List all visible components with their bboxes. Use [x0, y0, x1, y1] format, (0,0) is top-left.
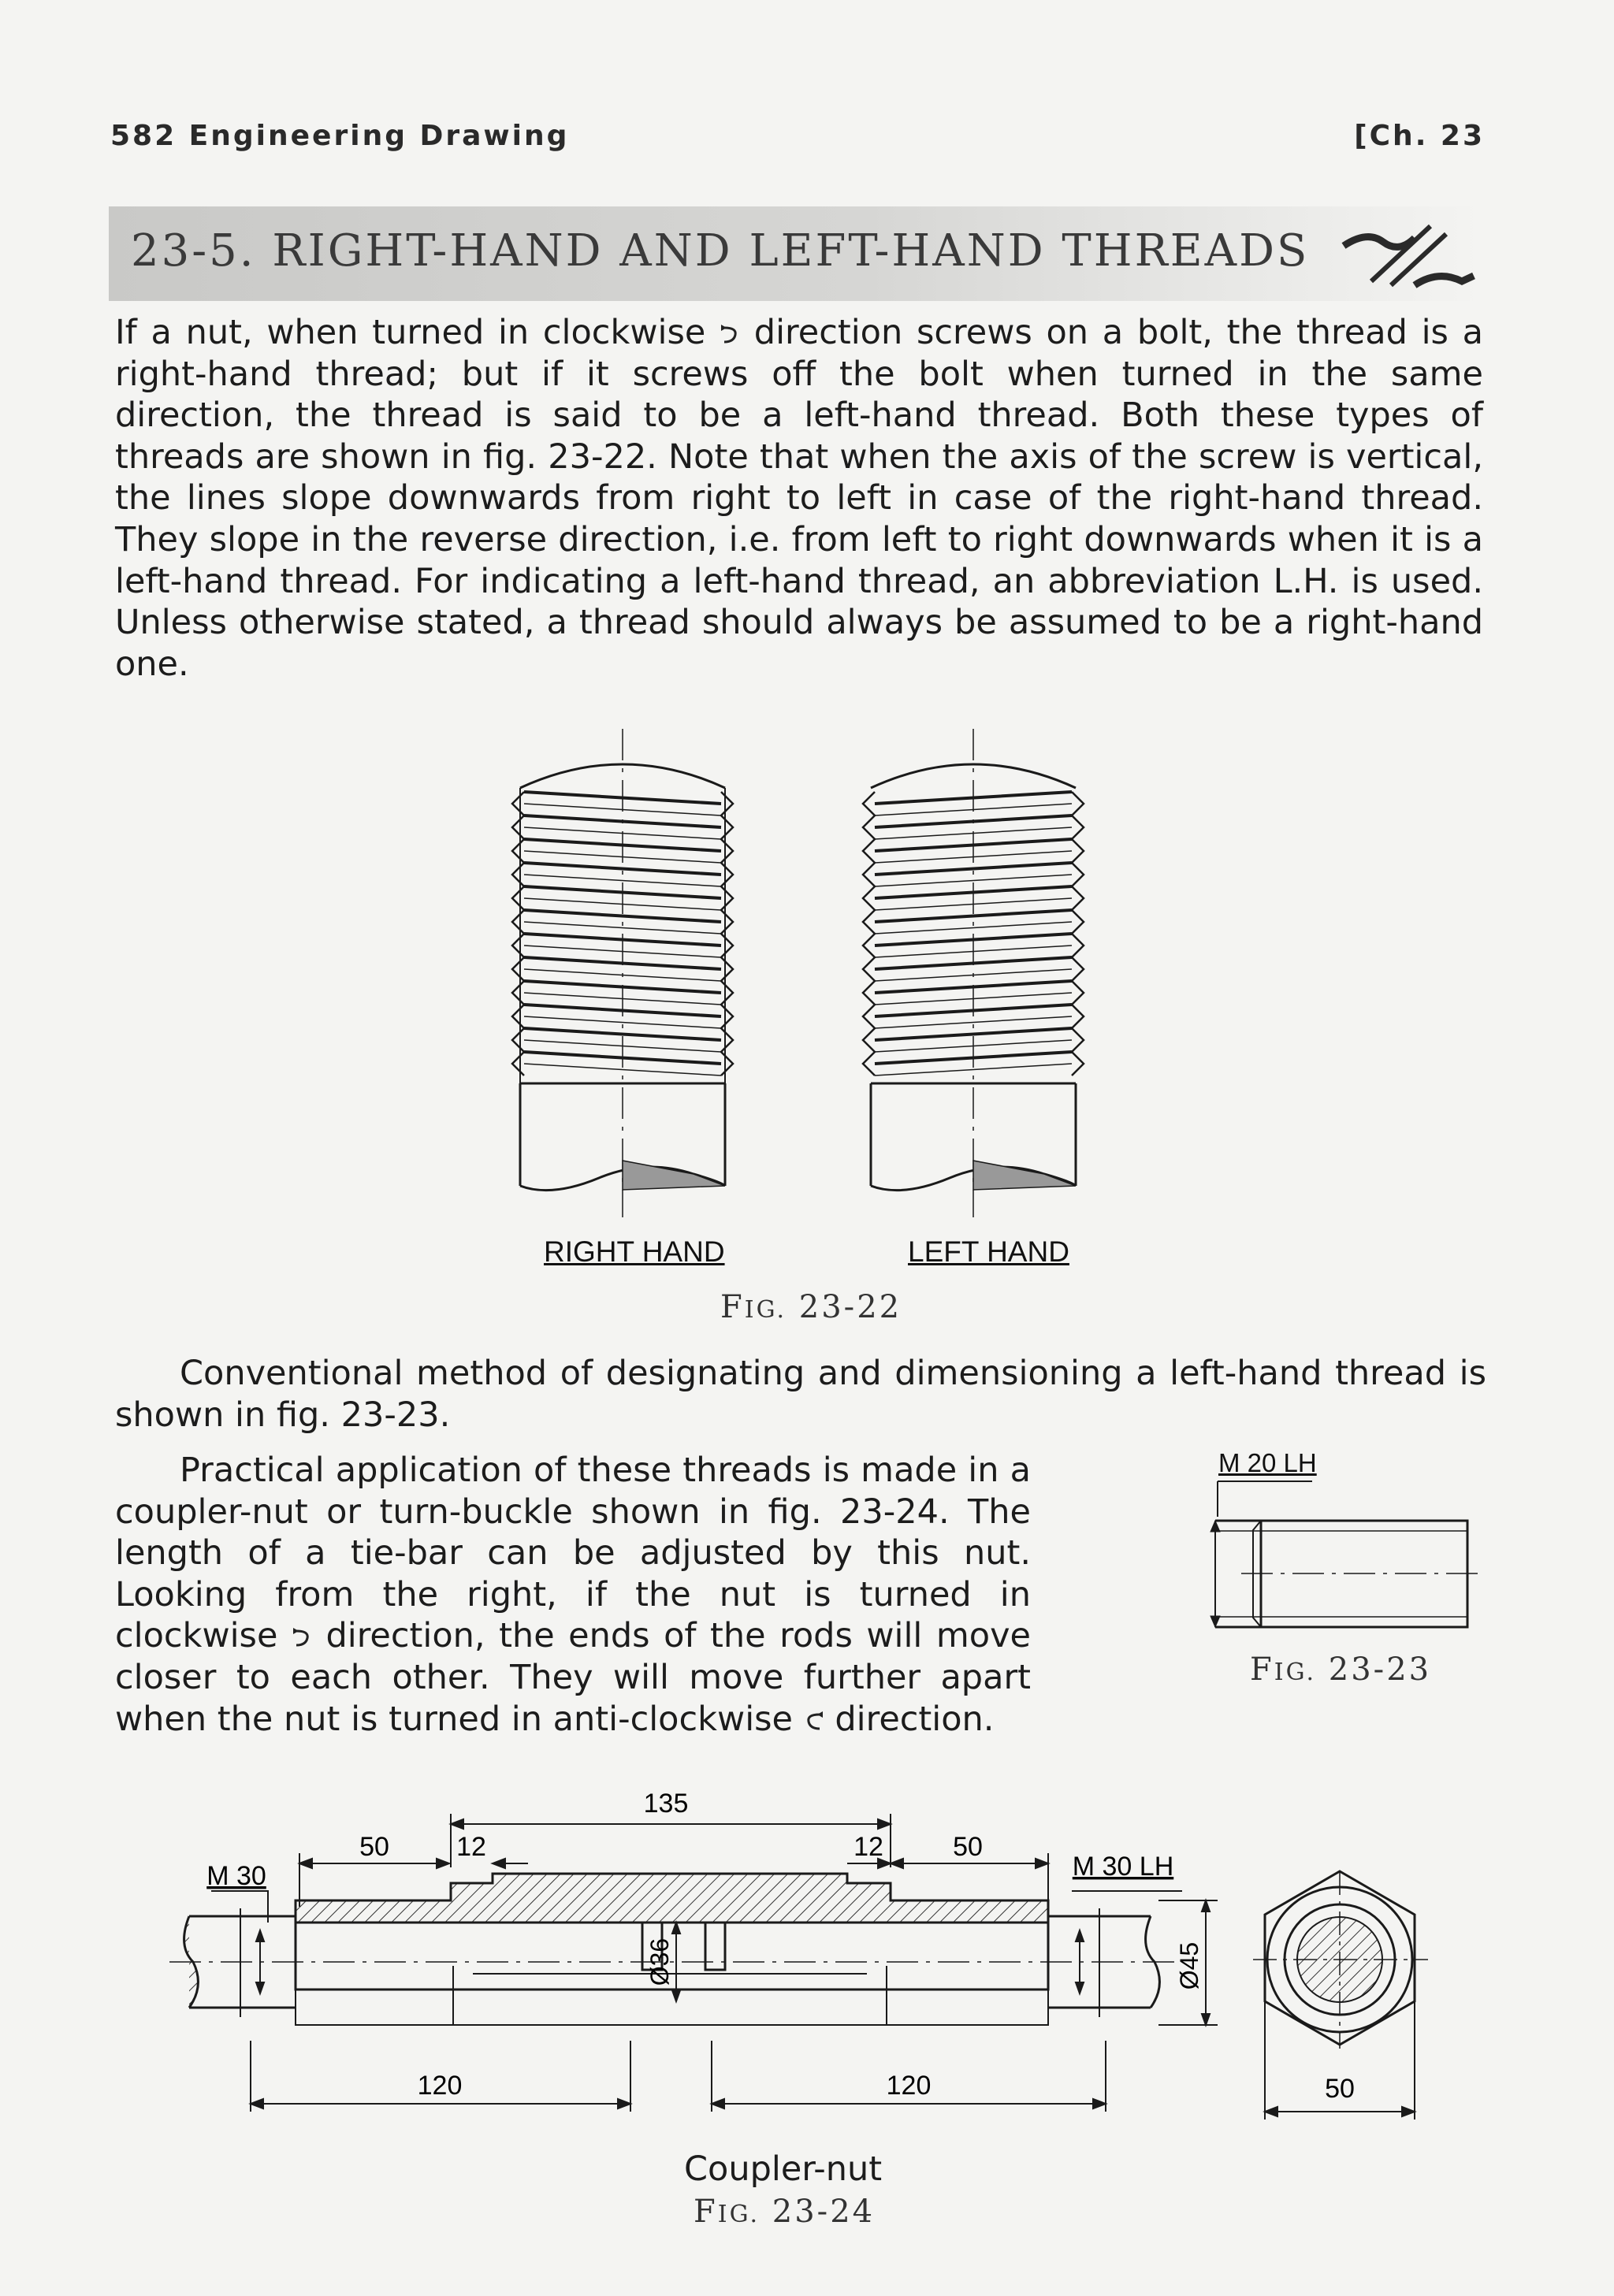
label-m30lh: M 30 LH	[1072, 1852, 1174, 1882]
anticlockwise-arrow-icon	[804, 1710, 824, 1733]
paragraph-intro-part2: direction screws on a bolt, the thread is a right-hand thread; but if it screws off the bolt when turned in the same direction, the thread is said to be a left-hand thread. Both these types of threads are shown in fig. 23-22. Note that when the axis of the screw is vertical, the lines slope downwards from right to left in case of the right-hand thread. They slope in the reverse direction, i.e. from left to right downwards when it is a left-hand thread. For indicating a left-hand thread, an abbreviation L.H. is used. Unless otherwise stated, a thread should always be assumed to be a right-hand one.	[115, 313, 1484, 684]
dim-right-rod-120: 120	[886, 2071, 932, 2101]
coupler-nut-title: Coupler-nut	[684, 2149, 883, 2189]
left-hand-thread-drawing	[863, 729, 1084, 1217]
fig-23-24-caption: FIG. 23-24	[694, 2194, 876, 2230]
clockwise-arrow-icon	[720, 323, 740, 347]
dim-outer-dia: Ø45	[1175, 1941, 1203, 1990]
right-hand-thread-drawing	[508, 729, 737, 1217]
fig-23-24-drawing	[158, 1765, 1458, 2135]
page-header-chapter: [Ch. 23	[1354, 120, 1485, 152]
dim-left-nut-50: 50	[359, 1832, 389, 1862]
clockwise-arrow-icon	[292, 1626, 312, 1650]
paragraph-application: Practical application of these threads is made in a coupler-nut or turn-buckle shown in fig. 23-24. The length of a tie-bar can be adjusted by this nut. Looking from the right, if the nut is turned in clockwise direction, the ends of the rods will move closer to each other. They will move further apart when the nut is turned in anti-clockwise direction.	[115, 1451, 1031, 1739]
dim-hex-50: 50	[1325, 2074, 1355, 2104]
dim-right-step-12: 12	[853, 1832, 883, 1862]
dim-overall-135: 135	[643, 1789, 689, 1819]
fig-23-23-caption: FIG. 23-23	[1250, 1651, 1432, 1688]
fig-23-22-drawing	[473, 709, 1182, 1261]
page-header-left: 582 Engineering Drawing	[110, 120, 570, 152]
paragraph-intro	[115, 312, 1483, 685]
dim-left-rod-120: 120	[417, 2071, 463, 2101]
m20lh-label: M 20 LH	[1218, 1448, 1317, 1477]
paragraph-intro-part1: If a nut, when turned in clockwise	[115, 313, 706, 352]
label-m30: M 30	[206, 1861, 266, 1891]
dim-left-step-12: 12	[456, 1832, 486, 1862]
paragraph-designation: Conventional method of designating and dimensioning a left-hand thread is shown in fig. 23-23.	[115, 1354, 1486, 1435]
dim-inner-dia: Ø36	[645, 1937, 674, 1986]
thread-icon	[1336, 206, 1486, 301]
left-hand-label: LEFT HAND	[908, 1235, 1069, 1268]
section-title: 23-5. RIGHT-HAND AND LEFT-HAND THREADS	[131, 225, 1310, 277]
dim-right-nut-50: 50	[953, 1832, 983, 1862]
fig-23-22-caption: FIG. 23-22	[720, 1289, 902, 1325]
right-hand-label: RIGHT HAND	[544, 1235, 725, 1268]
